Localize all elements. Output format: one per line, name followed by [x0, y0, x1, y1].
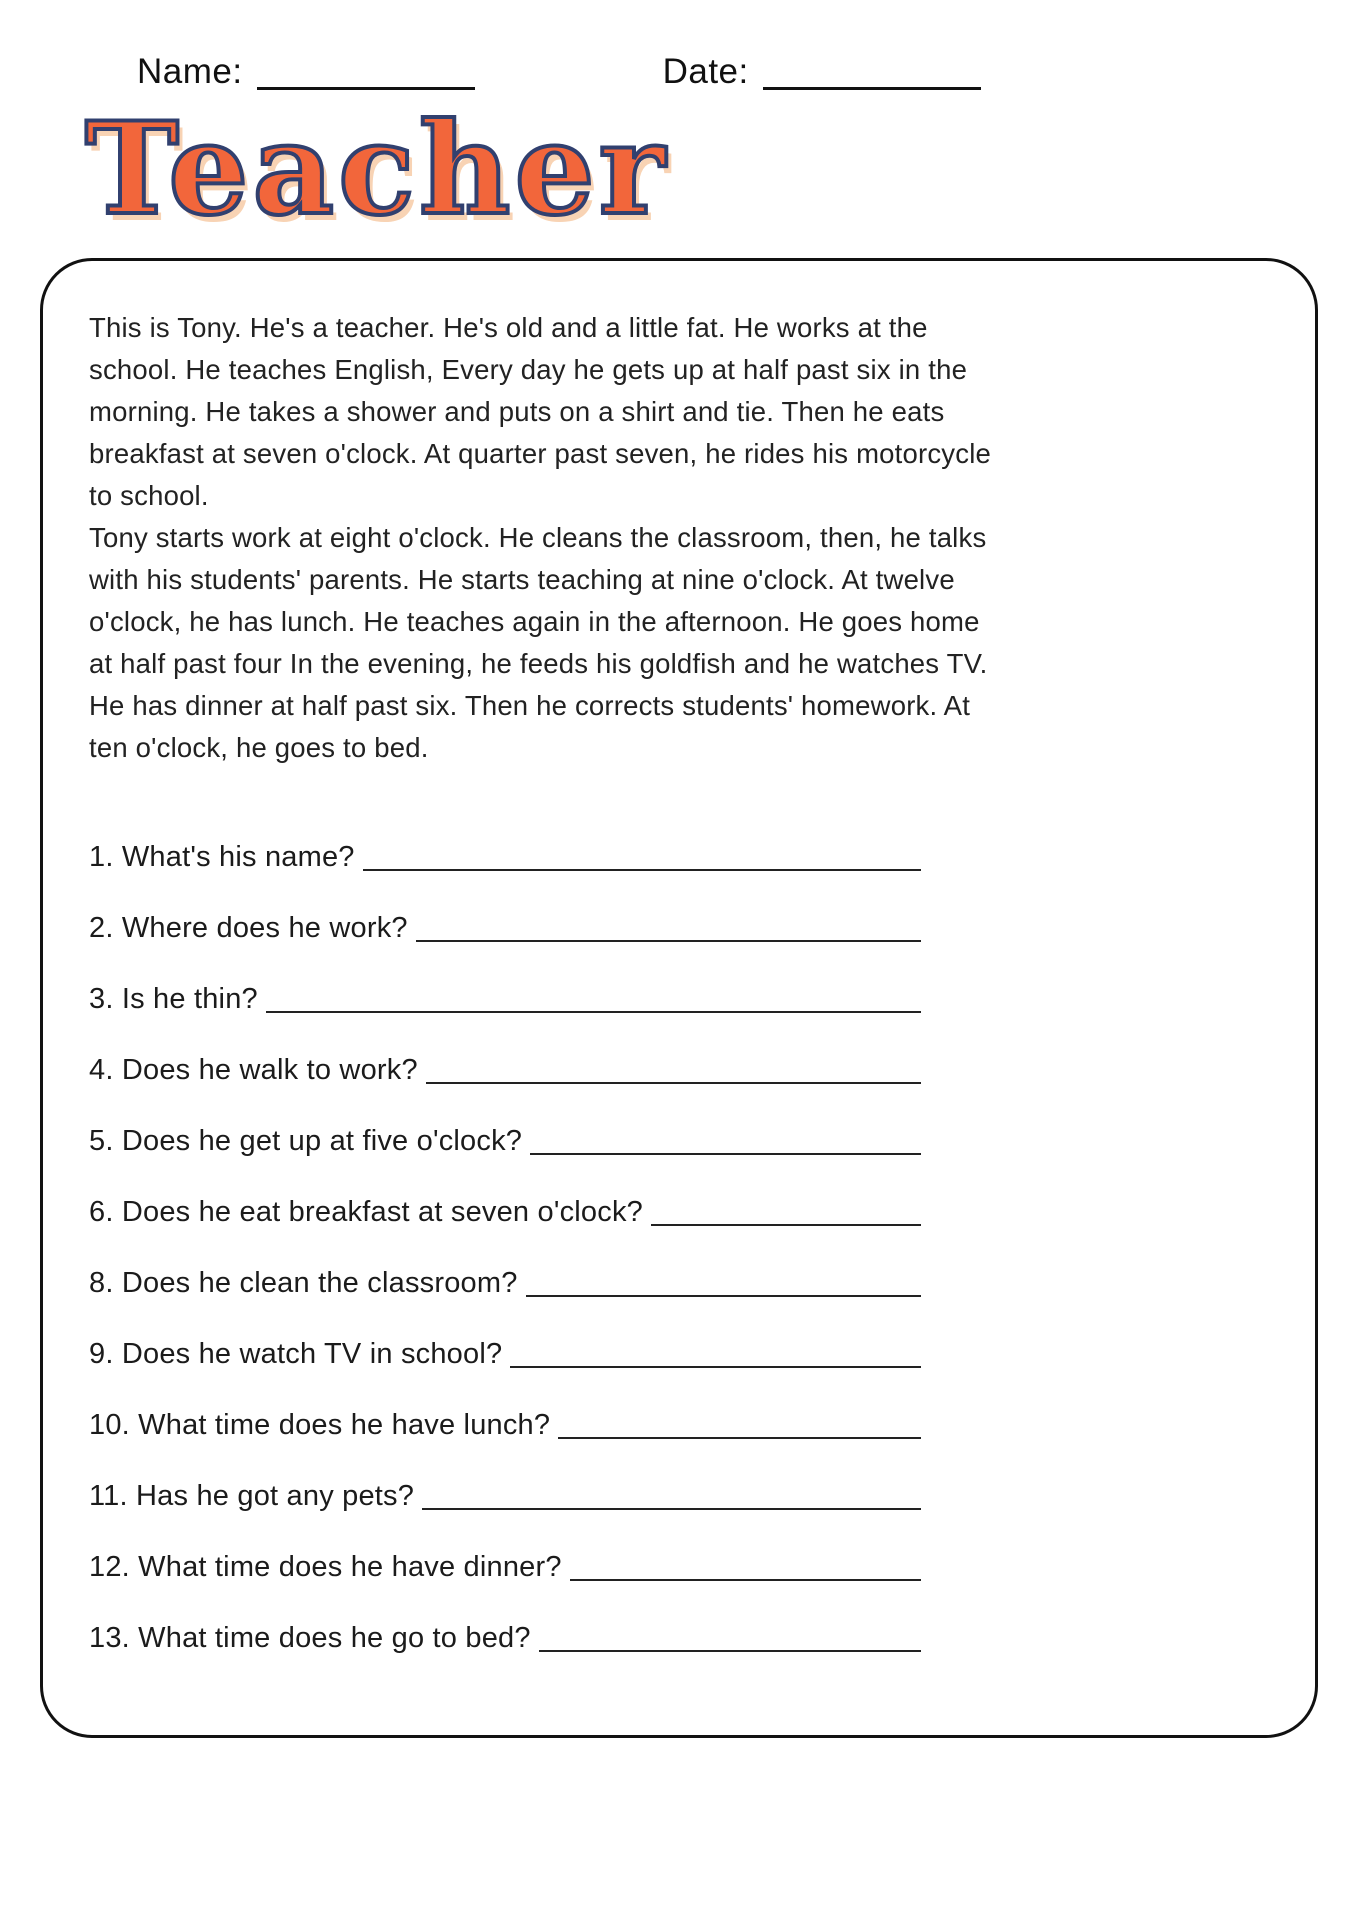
name-label: Name:	[137, 52, 243, 91]
question-text: 12. What time does he have dinner?	[89, 1551, 562, 1583]
question-item	[89, 841, 921, 874]
date-blank-line[interactable]	[763, 86, 981, 90]
question-item	[89, 1480, 921, 1513]
question-item	[89, 1622, 921, 1655]
question-text: 11. Has he got any pets?	[89, 1480, 415, 1512]
question-text: 10. What time does he have lunch?	[89, 1409, 551, 1441]
answer-blank-line[interactable]	[651, 1222, 921, 1226]
date-field	[663, 52, 981, 92]
passage-paragraph-2: Tony starts work at eight o'clock. He cleans the classroom, then, he talks with his students' parents. He starts teaching at nine o'clock. At twelve o'clock, he has lunch. He teaches again in the afternoon. He goes home at half past four In the evening, he feeds his goldfish and he watches TV. He has dinner at half past six. Then he corrects students' homework. At ten o'clock, he goes to bed.	[89, 522, 988, 763]
question-text: 8. Does he clean the classroom?	[89, 1267, 518, 1299]
answer-blank-line[interactable]	[426, 1080, 921, 1084]
worksheet-body	[40, 258, 1318, 1738]
question-item	[89, 912, 921, 945]
question-item	[89, 1551, 921, 1584]
question-text: 3. Is he thin?	[89, 983, 258, 1015]
worksheet-title: Teacher	[85, 95, 669, 243]
question-item	[89, 1196, 921, 1229]
name-blank-line[interactable]	[257, 86, 475, 90]
answer-blank-line[interactable]	[416, 938, 921, 942]
question-text: 6. Does he eat breakfast at seven o'clock?	[89, 1196, 643, 1228]
question-item	[89, 1054, 921, 1087]
question-text: 5. Does he get up at five o'clock?	[89, 1125, 523, 1157]
date-label: Date:	[662, 52, 749, 91]
question-text: 4. Does he walk to work?	[89, 1054, 418, 1086]
question-item	[89, 1267, 921, 1300]
answer-blank-line[interactable]	[510, 1364, 921, 1368]
answer-blank-line[interactable]	[558, 1435, 921, 1439]
question-text: 1. What's his name?	[89, 841, 355, 873]
question-text: 2. Where does he work?	[89, 912, 408, 944]
answer-blank-line[interactable]	[539, 1648, 921, 1652]
question-list	[89, 841, 1267, 1655]
answer-blank-line[interactable]	[526, 1293, 921, 1297]
answer-blank-line[interactable]	[266, 1009, 921, 1013]
question-text: 13. What time does he go to bed?	[89, 1622, 531, 1654]
question-item	[89, 1409, 921, 1442]
answer-blank-line[interactable]	[530, 1151, 921, 1155]
name-date-row	[0, 0, 1358, 92]
name-field	[137, 52, 475, 92]
question-text: 9. Does he watch TV in school?	[89, 1338, 503, 1370]
answer-blank-line[interactable]	[363, 867, 921, 871]
answer-blank-line[interactable]	[422, 1506, 921, 1510]
passage-paragraph-1: This is Tony. He's a teacher. He's old and a little fat. He works at the school. He teaches English, Every day he gets up at half past six in the morning. He takes a shower and puts on a shirt and tie. Then he eats breakfast at seven o'clock. At quarter past seven, he rides his motorcycle to school.	[89, 312, 992, 511]
question-item	[89, 1338, 921, 1371]
question-item	[89, 1125, 921, 1158]
question-item	[89, 983, 921, 1016]
answer-blank-line[interactable]	[570, 1577, 921, 1581]
